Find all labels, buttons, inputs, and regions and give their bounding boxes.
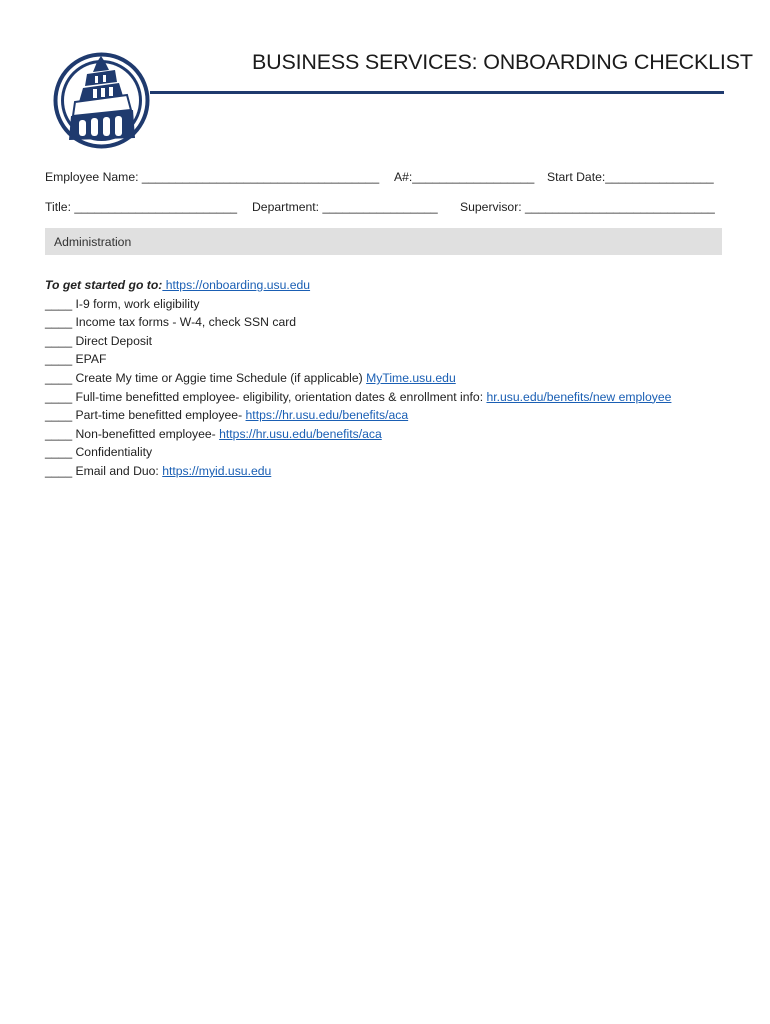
onboarding-checklist xyxy=(45,276,671,481)
list-item[interactable]: ____ Email and Duo: https://myid.usu.edu xyxy=(45,463,272,478)
list-item[interactable]: ____ I-9 form, work eligibility xyxy=(45,296,200,311)
usu-logo-icon xyxy=(53,52,150,149)
department-field[interactable]: Department: _________________ xyxy=(252,200,438,214)
myid-link[interactable]: https://myid.usu.edu xyxy=(162,463,272,478)
title-field[interactable]: Title: ________________________ xyxy=(45,200,238,214)
start-date-field[interactable]: Start Date:________________ xyxy=(547,170,714,184)
non-benefitted-link[interactable]: https://hr.usu.edu/benefits/aca xyxy=(219,426,382,441)
intro-label: To get started go to: xyxy=(45,278,163,292)
part-time-benefits-link[interactable]: https://hr.usu.edu/benefits/aca xyxy=(245,408,409,423)
intro-line xyxy=(45,276,671,295)
employee-name-field[interactable]: Employee Name: ___________________________________ xyxy=(45,170,380,184)
onboarding-link[interactable]: https://onboarding.usu.edu xyxy=(162,278,311,292)
list-item[interactable]: ____ Part-time benefitted employee- https://hr.usu.edu/benefits/aca xyxy=(45,408,409,423)
section-label: Administration xyxy=(54,235,132,249)
list-item[interactable]: ____ Full-time benefitted employee- eligibility, orientation dates & enrollment info: hr.usu.edu/benefits/new employee xyxy=(45,389,672,404)
list-item[interactable]: ____ Direct Deposit xyxy=(45,333,153,348)
list-item[interactable]: ____ Income tax forms - W-4, check SSN card xyxy=(45,315,297,330)
a-number-field[interactable]: A#:__________________ xyxy=(394,170,535,184)
list-item[interactable]: ____ Confidentiality xyxy=(45,445,153,460)
mytime-link[interactable]: MyTime.usu.edu xyxy=(366,370,456,385)
page-title: BUSINESS SERVICES: ONBOARDING CHECKLIST xyxy=(252,50,753,74)
section-header-administration xyxy=(45,228,722,255)
list-item[interactable]: ____ Create My time or Aggie time Schedule (if applicable) MyTime.usu.edu xyxy=(45,370,456,385)
title-divider xyxy=(150,91,724,94)
old-main-building-icon xyxy=(53,52,150,149)
supervisor-field[interactable]: Supervisor: ____________________________ xyxy=(460,200,715,214)
list-item[interactable]: ____ Non-benefitted employee- https://hr.usu.edu/benefits/aca xyxy=(45,426,382,441)
new-employee-benefits-link[interactable]: hr.usu.edu/benefits/new employee xyxy=(486,389,672,404)
list-item[interactable]: ____ EPAF xyxy=(45,352,107,367)
